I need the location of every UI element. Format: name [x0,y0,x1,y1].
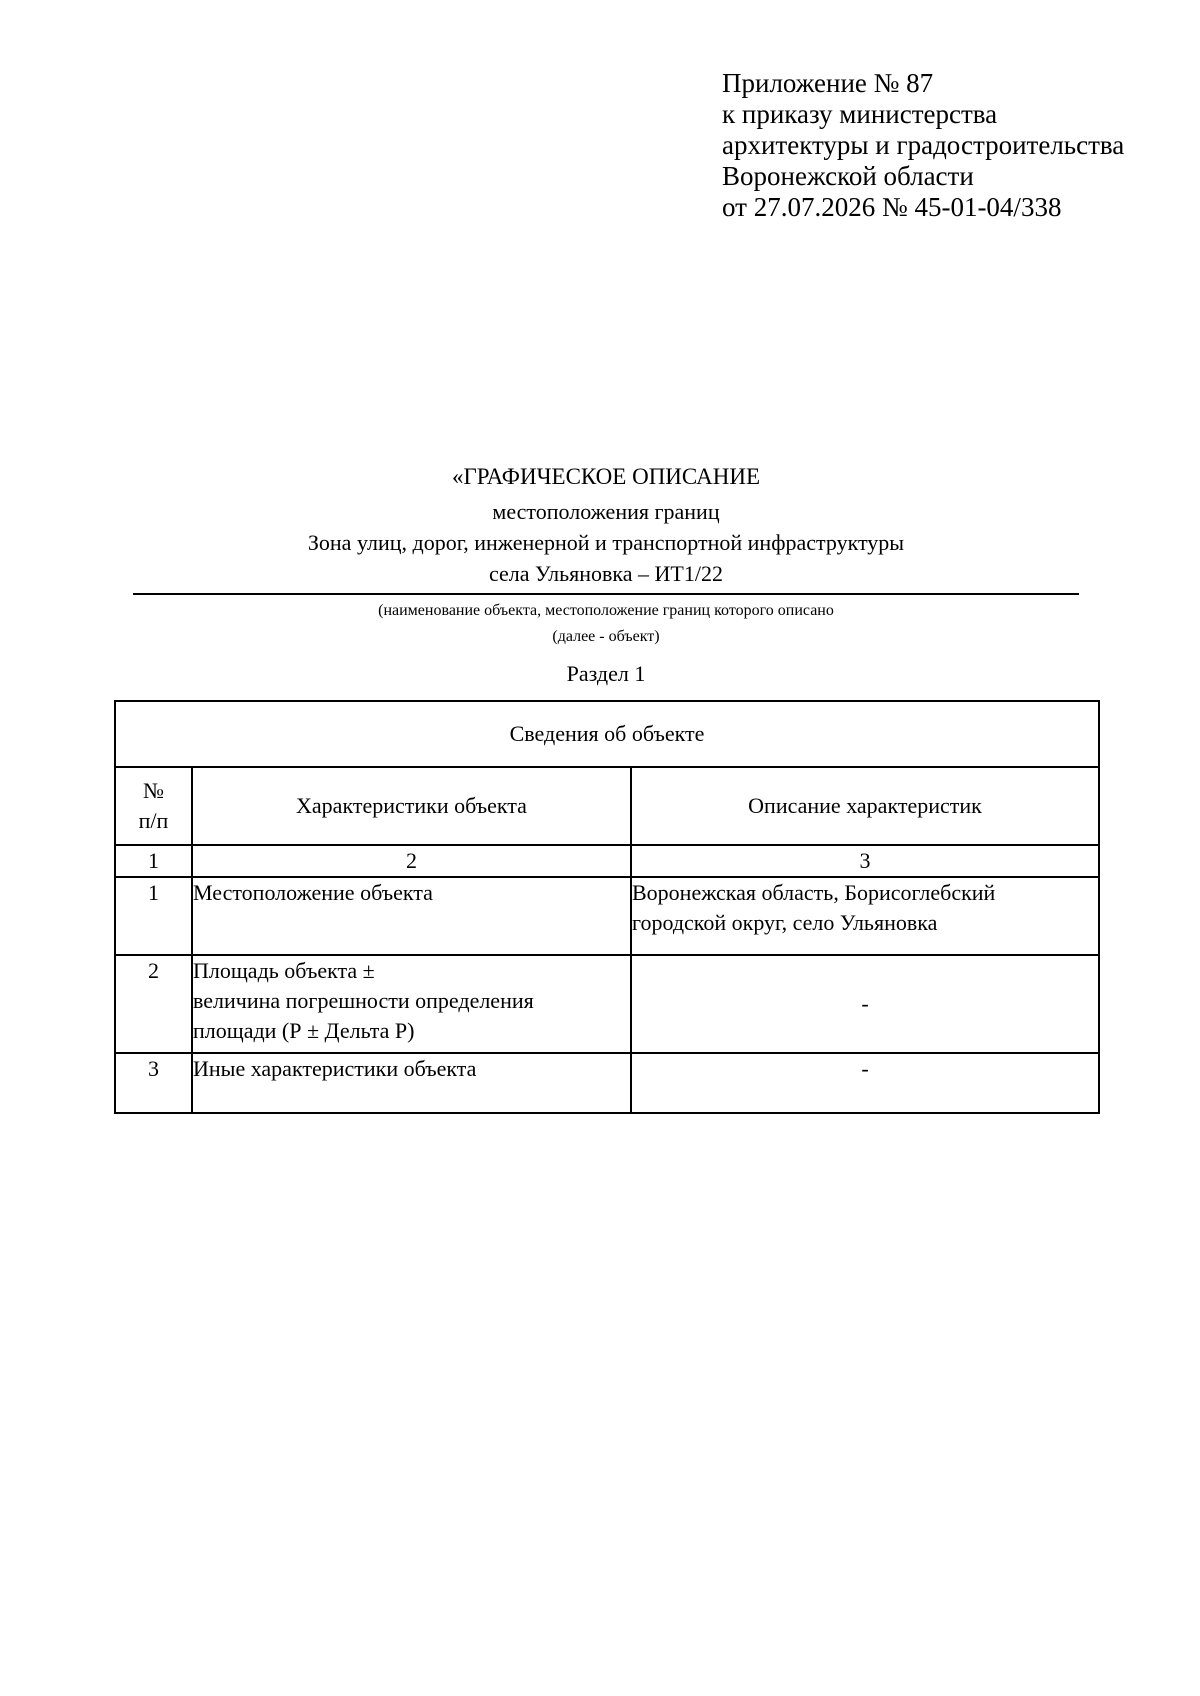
appendix-line-1: Приложение № 87 [722,68,934,98]
table-caption-row [115,701,1099,767]
row-description: - [631,955,1099,1053]
header-number: № п/п [115,767,192,845]
caption-line-1: (наименование объекта, местоположение границ которого описано [378,602,834,619]
row-number: 2 [115,955,192,1053]
object-info-table [114,700,1100,1114]
appendix-line-3: архитектуры и градостроительства [722,130,1125,160]
appendix-line-5: от 27.07.2026 № 45-01-04/338 [722,192,1062,222]
row-description: Воронежская область, Борисоглебский городской округ, село Ульяновка [631,877,1099,955]
object-name-block [133,496,1079,589]
table-row [115,877,1099,955]
row-characteristic: Иные характеристики объекта [192,1053,631,1113]
appendix-reference [722,68,1124,223]
appendix-line-4: Воронежской области [722,161,974,191]
row-number: 1 [115,877,192,955]
title-underline [133,593,1079,595]
column-number: 3 [631,845,1099,877]
caption-line-2: (далее - объект) [552,628,660,645]
column-number: 1 [115,845,192,877]
table-header-row [115,767,1099,845]
appendix-line-2: к приказу министерства [722,99,998,129]
row-number: 3 [115,1053,192,1113]
row-description: - [631,1053,1099,1113]
object-name-line-2: Зона улиц, дорог, инженерной и транспортной инфраструктуры [307,530,905,555]
column-number-row [115,845,1099,877]
object-name-line-1: местоположения границ [492,499,720,524]
section-title: Раздел 1 [566,661,646,686]
table-caption: Сведения об объекте [115,701,1099,767]
column-number: 2 [192,845,631,877]
header-characteristics: Характеристики объекта [192,767,631,845]
table-row [115,1053,1099,1113]
row-characteristic: Площадь объекта ± величина погрешности определения площади (Р ± Дельта Р) [192,955,631,1053]
header-description: Описание характеристик [631,767,1099,845]
object-name-line-3: села Ульяновка – ИТ1/22 [489,561,723,586]
object-name-caption [133,598,1079,650]
document-heading: «ГРАФИЧЕСКОЕ ОПИСАНИЕ [451,464,760,489]
table-row [115,955,1099,1053]
row-characteristic: Местоположение объекта [192,877,631,955]
